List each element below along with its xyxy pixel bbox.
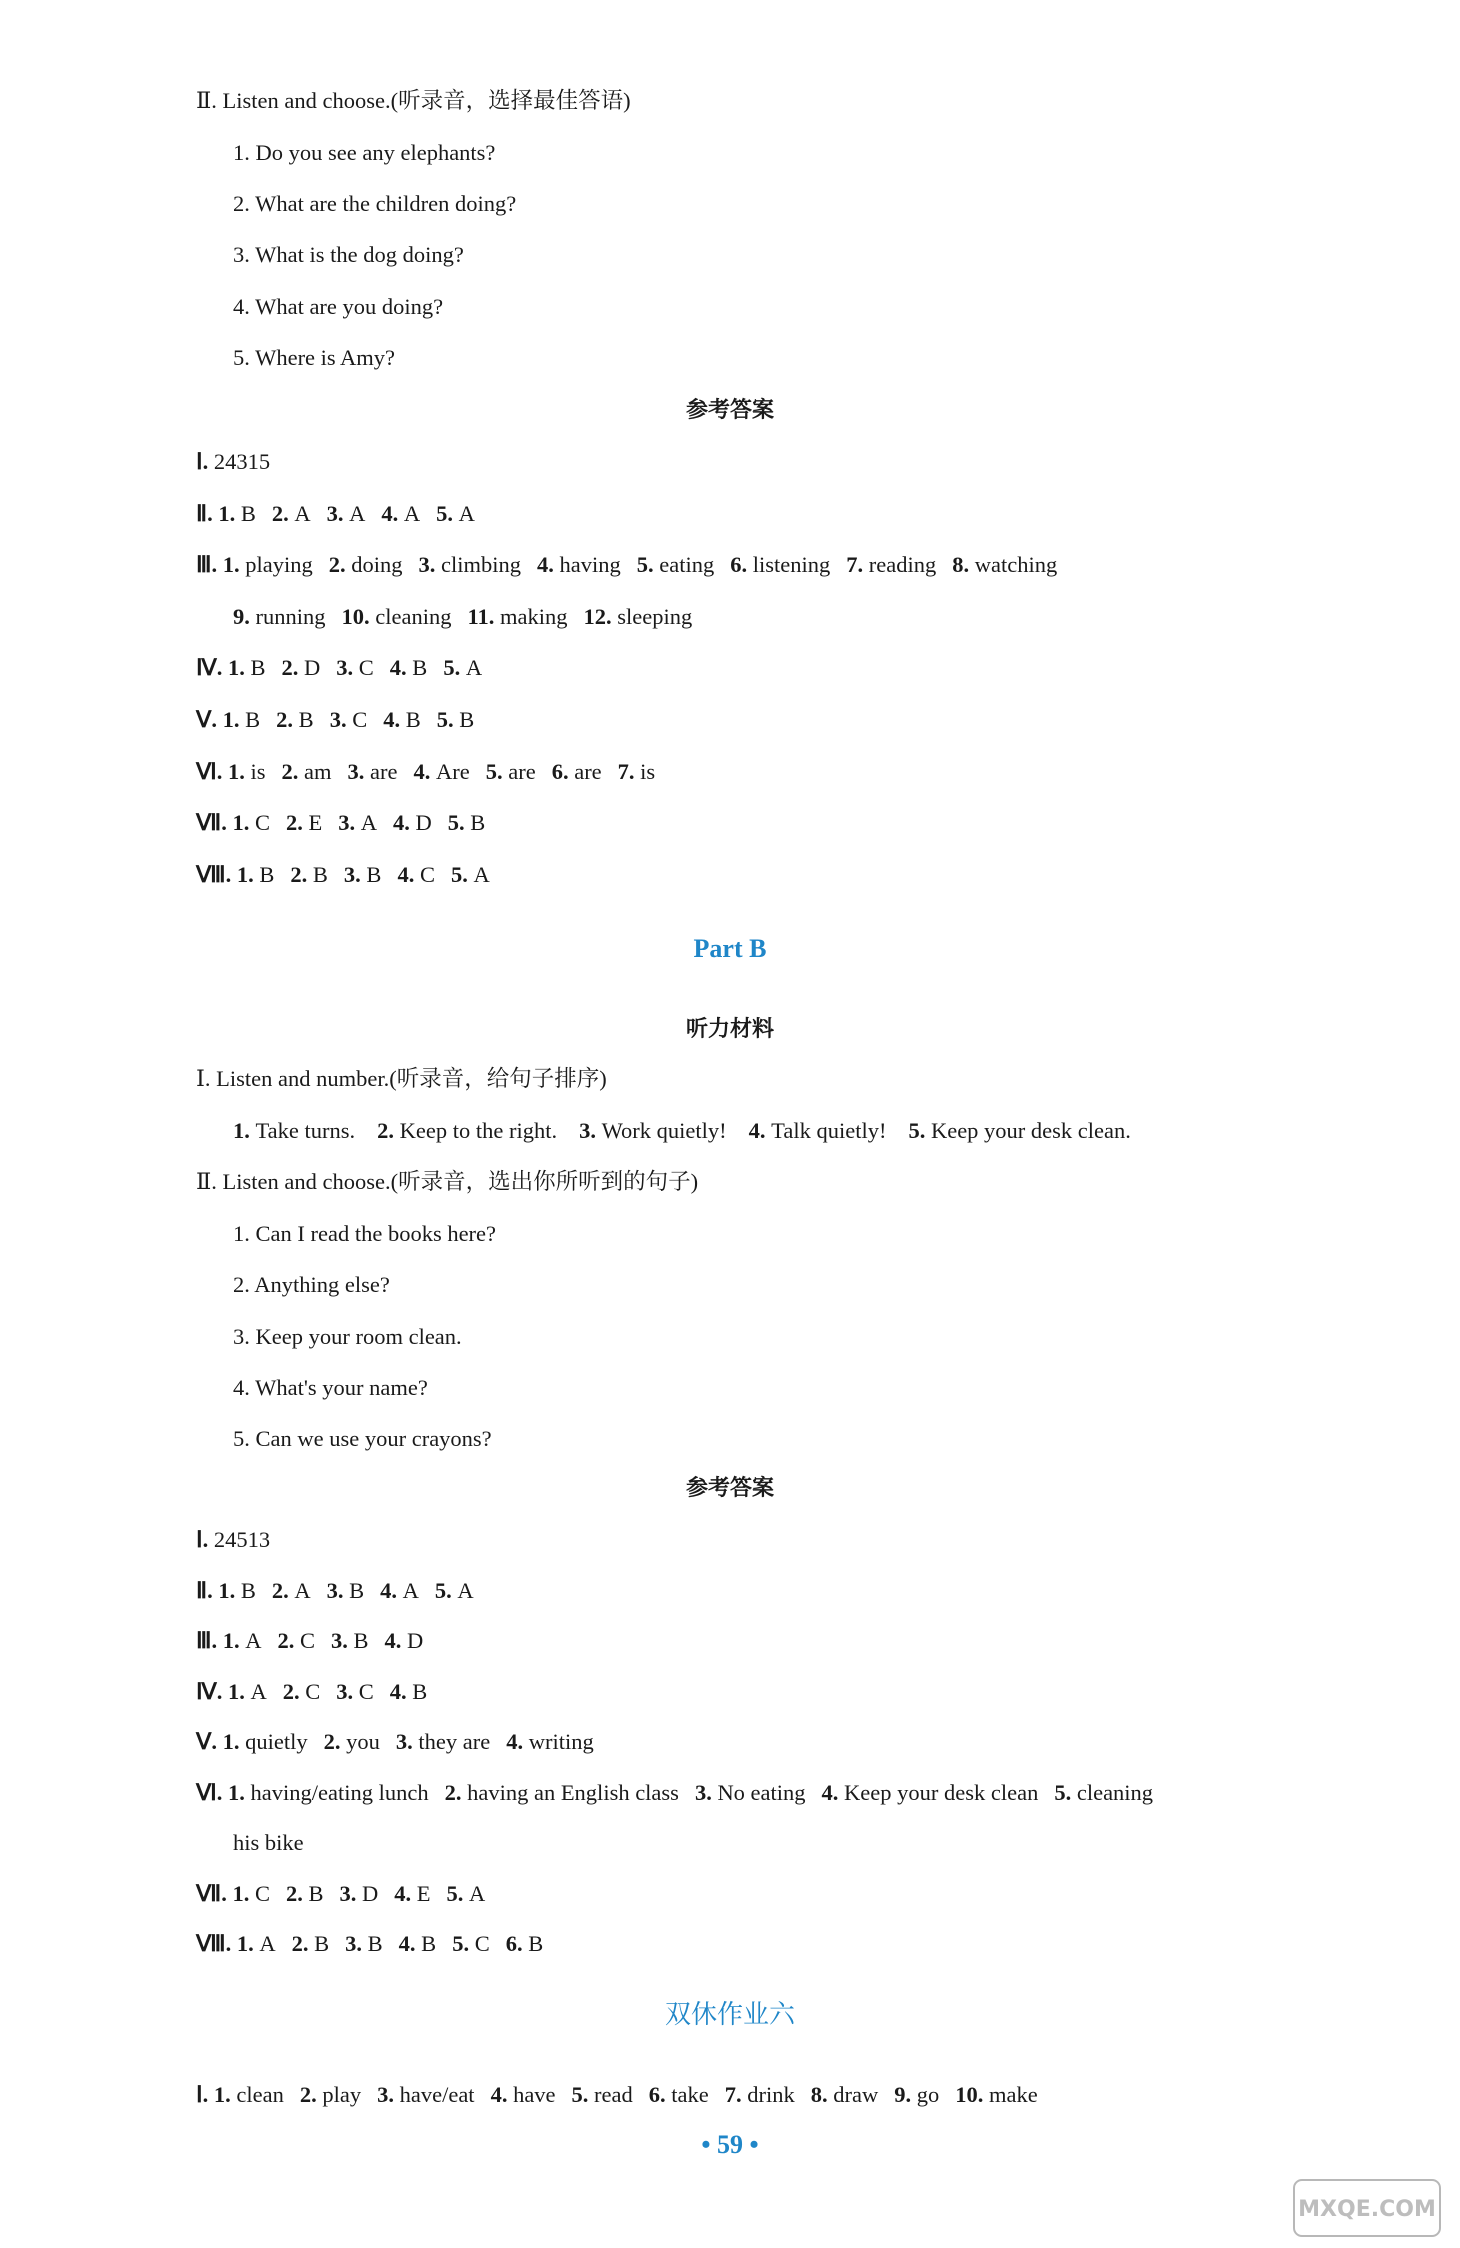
answer-row	[196, 499, 491, 529]
answer-item: 2. C	[277, 1628, 316, 1653]
answer-row	[196, 2080, 1054, 2110]
answer-item: 2. A	[271, 500, 311, 526]
answer-item: 4. having	[537, 552, 621, 578]
partA-ii-item-5: 5. Where is Amy?	[233, 345, 396, 370]
answer-item: 10. cleaning	[341, 603, 452, 629]
partA-answer-heading: 参考答案	[685, 398, 774, 423]
answer-row	[196, 1879, 501, 1909]
answer-item: 7. is	[617, 758, 656, 784]
partA-ii-item-2: 2. What are the children doing?	[233, 191, 517, 216]
answer-row	[196, 447, 286, 477]
answer-item: 4. B	[389, 655, 428, 681]
answer-item: 6. take	[648, 2082, 709, 2107]
answer-item: 5. are	[485, 758, 536, 784]
answer-row-label: Ⅰ.	[196, 1527, 214, 1552]
answer-item: 1. quietly	[222, 1729, 308, 1754]
partB-ii-header: Ⅱ. Listen and choose.(听录音，选出你所听到的句子)	[196, 1169, 699, 1194]
answer-item: 5. A	[446, 1880, 486, 1906]
answer-item: 4. B	[398, 1931, 437, 1956]
answer-item: 9. running	[233, 603, 326, 629]
answer-item: 1. A	[222, 1628, 262, 1653]
answer-row-label: Ⅳ.	[196, 655, 229, 681]
answer-item: 4. Are	[413, 758, 470, 784]
answer-item: 5. B	[447, 810, 486, 836]
answer-row	[196, 653, 498, 683]
answer-item: 4. A	[380, 1577, 419, 1603]
answer-row-label: Ⅷ.	[196, 861, 237, 887]
answer-row	[196, 1576, 490, 1606]
partB-ii-item-1: 1. Can I read the books here?	[233, 1221, 497, 1246]
answer-item: 2. D	[281, 655, 321, 681]
answer-item: 7. drink	[724, 2082, 795, 2107]
partB-title: Part B	[693, 934, 767, 963]
partB-answer-heading: 参考答案	[685, 1476, 774, 1501]
answer-item: 3. are	[347, 758, 398, 784]
answer-row-label: Ⅰ.	[196, 449, 214, 474]
answer-item: his bike	[233, 1830, 304, 1855]
partA-ii-item-1: 1. Do you see any elephants?	[233, 140, 496, 165]
answer-item: 3. A	[326, 500, 366, 526]
answer-item: 3. C	[336, 655, 374, 681]
partA-ii-item-4: 4. What are you doing?	[233, 294, 444, 319]
answer-item: 4. writing	[506, 1729, 594, 1754]
answer-item: 3. Work quietly!	[579, 1118, 727, 1143]
answer-item: 2. C	[282, 1678, 321, 1704]
answer-item: 5. cleaning	[1054, 1779, 1154, 1805]
answer-item: 1. playing	[222, 552, 313, 578]
answer-row	[196, 808, 501, 838]
answer-item: 6. listening	[730, 552, 831, 578]
answer-row	[196, 1626, 439, 1656]
answer-row	[233, 1828, 320, 1858]
answer-item: 4. Talk quietly!	[748, 1118, 887, 1143]
answer-item: 3. B	[331, 1628, 369, 1653]
answer-item: 2. having an English class	[444, 1779, 679, 1805]
answer-item: 5. eating	[636, 552, 715, 578]
answer-item: 8. draw	[810, 2082, 879, 2107]
answer-row-label: Ⅱ.	[196, 1577, 219, 1603]
answer-item: 4. A	[381, 500, 421, 526]
partB-ii-item-2: 2. Anything else?	[233, 1272, 390, 1297]
answer-item: 3. they are	[395, 1729, 491, 1754]
answer-item: 3. No eating	[694, 1779, 806, 1805]
answer-row-label: Ⅶ.	[196, 1880, 233, 1906]
answer-item: 5. B	[436, 707, 475, 732]
answer-item: 3. C	[329, 707, 368, 732]
answer-row	[196, 1525, 286, 1555]
answer-item: 1. clean	[213, 2082, 284, 2107]
weekend-title: 双休作业六	[664, 2000, 795, 2030]
answer-item: 2. B	[276, 707, 314, 732]
answer-item: 10. make	[955, 2082, 1038, 2107]
answer-item: 1. C	[232, 810, 270, 836]
answer-item: 1. B	[228, 655, 266, 681]
answer-row-label: Ⅱ.	[196, 500, 219, 526]
answer-item: 1. Take turns.	[233, 1118, 356, 1143]
answer-item: 5. C	[452, 1931, 490, 1956]
answer-item: 1. A	[236, 1931, 276, 1956]
answer-row	[196, 1677, 443, 1707]
partB-ii-item-4: 4. What's your name?	[233, 1375, 428, 1400]
answer-row-label: Ⅴ.	[196, 1729, 223, 1754]
answer-item: 4. Keep your desk clean	[821, 1779, 1039, 1805]
answer-row	[196, 757, 671, 787]
answer-item: 1. B	[236, 861, 275, 887]
answer-row-label: Ⅵ.	[196, 758, 229, 784]
answer-item: 4. D	[384, 1628, 424, 1653]
answer-item: 3. B	[343, 861, 382, 887]
answer-item: 6. are	[551, 758, 602, 784]
page-number: • 59 •	[701, 2130, 759, 2159]
answer-item: 2. am	[281, 758, 332, 784]
answer-item: 2. B	[285, 1880, 324, 1906]
partB-i-header: Ⅰ. Listen and number.(听录音，给句子排序)	[196, 1066, 607, 1091]
svg-text:MXQE.COM: MXQE.COM	[1298, 2197, 1436, 2222]
answer-item: 1. having/eating lunch	[228, 1779, 429, 1805]
answer-row	[196, 1929, 559, 1959]
answer-item: 2. B	[291, 1931, 330, 1956]
answer-item: 4. B	[383, 707, 421, 732]
answer-item: 5. Keep your desk clean.	[908, 1118, 1131, 1143]
answer-item: 8. watching	[952, 552, 1058, 578]
answer-row	[196, 1778, 1169, 1808]
answer-item: 4. C	[397, 861, 435, 887]
answer-item: 1. A	[228, 1678, 267, 1704]
answer-item: 4. B	[389, 1678, 428, 1704]
answer-item: 24513	[213, 1527, 271, 1552]
answer-item: 4. E	[394, 1880, 431, 1906]
answer-row-label: Ⅵ.	[196, 1779, 229, 1805]
watermark-logo	[1292, 2178, 1442, 2238]
answer-item: 3. have/eat	[377, 2082, 475, 2107]
answer-row-label: Ⅲ.	[196, 552, 223, 578]
answer-item: 2. Keep to the right.	[377, 1118, 558, 1143]
partB-ii-item-5: 5. Can we use your crayons?	[233, 1426, 492, 1451]
answer-item: 3. C	[336, 1678, 374, 1704]
answer-item: 1. B	[222, 707, 261, 732]
answer-item: 1. is	[228, 758, 266, 784]
answer-item: 5. A	[443, 655, 483, 681]
answer-item: 7. reading	[846, 552, 937, 578]
answer-item: 2. play	[299, 2082, 362, 2107]
partA-ii-item-3: 3. What is the dog doing?	[233, 242, 464, 267]
answer-row-label: Ⅴ.	[196, 707, 223, 732]
answer-row-label: Ⅲ.	[196, 1628, 223, 1653]
answer-item: 5. A	[434, 1577, 474, 1603]
answer-row-label: Ⅷ.	[196, 1931, 237, 1956]
answer-row-label: Ⅰ.	[196, 2082, 214, 2107]
answer-item: 3. climbing	[418, 552, 522, 578]
answer-row	[196, 705, 490, 735]
answer-row-label: Ⅳ.	[196, 1678, 229, 1704]
partA-ii-header: Ⅱ. Listen and choose.(听录音，选择最佳答语)	[196, 88, 631, 113]
answer-item: 9. go	[894, 2082, 940, 2107]
answer-item: 1. B	[218, 1577, 256, 1603]
answer-item: 12. sleeping	[583, 603, 693, 629]
answer-row	[196, 1727, 610, 1757]
answer-row-label: Ⅶ.	[196, 810, 233, 836]
answer-row	[233, 602, 708, 632]
answer-item: 5. read	[571, 2082, 633, 2107]
partB-i-items	[233, 1116, 1153, 1146]
answer-item: 1. C	[232, 1880, 270, 1906]
answer-item: 11. making	[467, 603, 568, 629]
answer-item: 3. A	[338, 810, 377, 836]
partB-listening-heading: 听力材料	[685, 1017, 774, 1042]
answer-item: 4. D	[392, 810, 432, 836]
answer-item: 24315	[213, 449, 271, 474]
answer-item: 3. D	[339, 1880, 379, 1906]
answer-row	[196, 860, 506, 890]
answer-item: 4. have	[490, 2082, 556, 2107]
answer-item: 2. B	[290, 861, 328, 887]
answer-item: 3. B	[345, 1931, 383, 1956]
answer-item: 2. you	[323, 1729, 380, 1754]
answer-item: 3. B	[326, 1577, 365, 1603]
answer-item: 2. doing	[328, 552, 403, 578]
answer-item: 1. B	[218, 500, 256, 526]
answer-item: 5. A	[436, 500, 475, 526]
answer-item: 6. B	[505, 1931, 544, 1956]
answer-row	[196, 550, 1073, 580]
answer-item: 2. E	[285, 810, 323, 836]
answer-item: 5. A	[450, 861, 490, 887]
answer-item: 2. A	[271, 1577, 311, 1603]
partB-ii-item-3: 3. Keep your room clean.	[233, 1324, 462, 1349]
